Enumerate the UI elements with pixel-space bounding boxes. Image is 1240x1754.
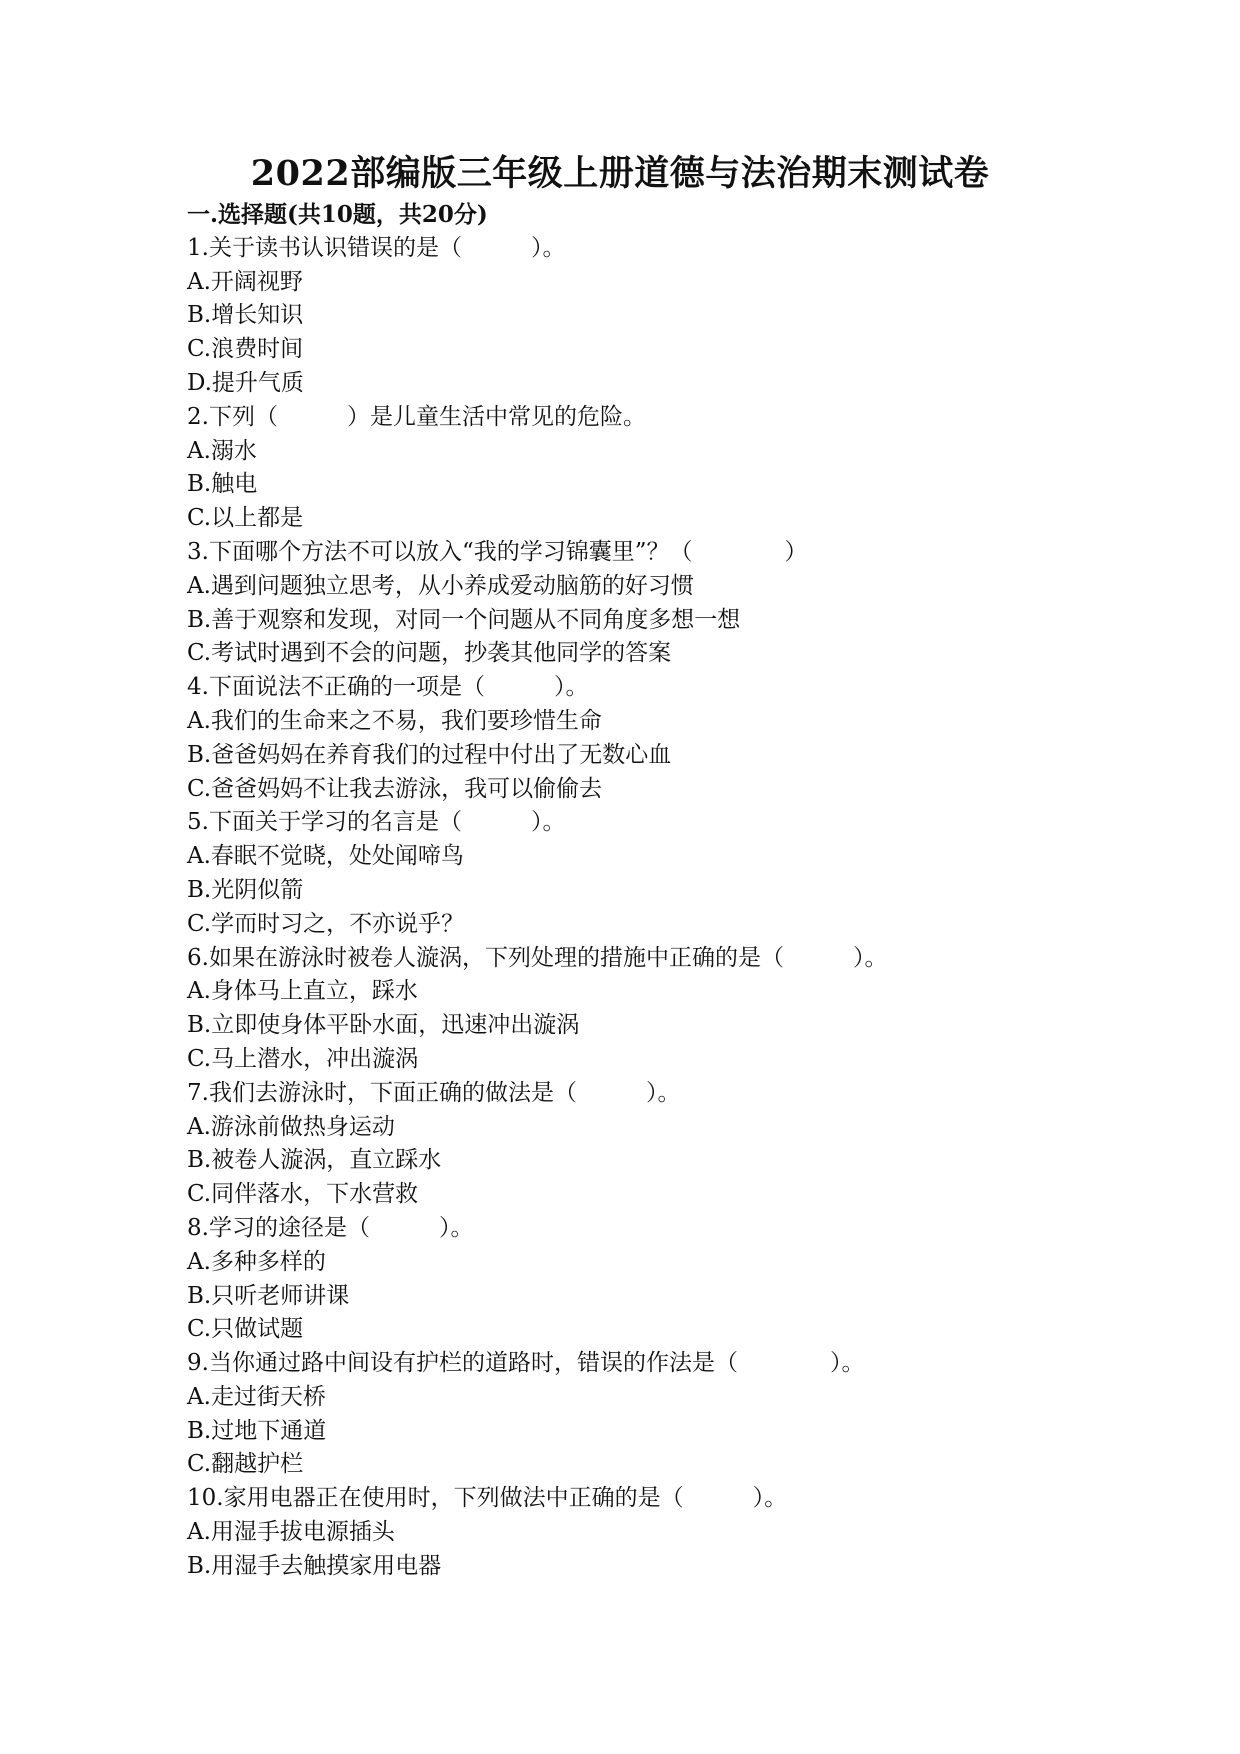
question-stem: 10.家用电器正在使用时，下列做法中正确的是（ ）。	[187, 1485, 788, 1512]
option-a: A.溺水	[187, 437, 257, 464]
section-heading: 一.选择题(共10题，共20分)	[187, 201, 488, 228]
question-stem: 2.下列（ ）是儿童生活中常见的危险。	[187, 403, 646, 430]
option-b: B.增长知识	[187, 302, 304, 329]
option-c: C.同伴落水，下水营救	[187, 1181, 419, 1208]
option-d: D.提升气质	[187, 369, 304, 396]
question-stem: 7.我们去游泳时，下面正确的做法是（ ）。	[187, 1079, 681, 1106]
option-b: B.爸爸妈妈在养育我们的过程中付出了无数心血	[187, 741, 672, 768]
option-b: B.善于观察和发现，对同一个问题从不同角度多想一想	[187, 606, 741, 633]
option-a: A.春眠不觉晓，处处闻啼鸟	[187, 843, 464, 870]
option-b: B.过地下通道	[187, 1417, 327, 1444]
option-b: B.只听老师讲课	[187, 1282, 350, 1309]
option-a: A.身体马上直立，踩水	[187, 978, 418, 1005]
question-4	[187, 671, 1187, 806]
question-stem: 3.下面哪个方法不可以放入“我的学习锦囊里”？（ ）	[187, 538, 808, 565]
question-6	[187, 942, 1187, 1077]
question-10	[187, 1482, 1187, 1583]
question-5	[187, 806, 1187, 941]
page-title: 2022部编版三年级上册道德与法治期末测试卷	[250, 153, 990, 194]
option-a: A.游泳前做热身运动	[187, 1113, 395, 1140]
option-a: A.遇到问题独立思考，从小养成爱动脑筋的好习惯	[187, 572, 694, 599]
option-b: B.用湿手去触摸家用电器	[187, 1552, 442, 1579]
option-a: A.开阔视野	[187, 268, 303, 295]
question-stem: 6.如果在游泳时被卷人漩涡，下列处理的措施中正确的是（ ）。	[187, 944, 888, 971]
question-1	[187, 232, 1187, 401]
option-a: A.走过街天桥	[187, 1383, 326, 1410]
question-2	[187, 401, 1187, 536]
question-9	[187, 1347, 1187, 1482]
question-3	[187, 536, 1187, 671]
option-b: B.光阴似箭	[187, 876, 304, 903]
question-stem: 5.下面关于学习的名言是（ ）。	[187, 809, 566, 836]
option-a: A.用湿手拔电源插头	[187, 1519, 395, 1546]
option-c: C.只做试题	[187, 1316, 304, 1343]
option-a: A.我们的生命来之不易，我们要珍惜生命	[187, 707, 602, 734]
question-stem: 4.下面说法不正确的一项是（ ）。	[187, 674, 589, 701]
question-stem: 8.学习的途径是（ ）。	[187, 1214, 474, 1241]
question-section	[187, 198, 1187, 1584]
option-c: C.浪费时间	[187, 336, 304, 363]
option-c: C.翻越护栏	[187, 1451, 304, 1478]
question-stem: 9.当你通过路中间设有护栏的道路时，错误的作法是（ ）。	[187, 1350, 865, 1377]
question-7	[187, 1077, 1187, 1212]
option-c: C.爸爸妈妈不让我去游泳，我可以偷偷去	[187, 775, 603, 802]
question-stem: 1.关于读书认识错误的是（ ）。	[187, 234, 566, 261]
question-8	[187, 1212, 1187, 1347]
option-b: B.被卷人漩涡，直立踩水	[187, 1147, 442, 1174]
option-c: C.马上潜水，冲出漩涡	[187, 1045, 419, 1072]
option-b: B.触电	[187, 471, 258, 498]
option-c: C.以上都是	[187, 505, 304, 532]
option-b: B.立即使身体平卧水面，迅速冲出漩涡	[187, 1012, 580, 1039]
option-c: C.考试时遇到不会的问题，抄袭其他同学的答案	[187, 640, 672, 667]
option-c: C.学而时习之，不亦说乎？	[187, 910, 465, 937]
option-a: A.多种多样的	[187, 1248, 326, 1275]
